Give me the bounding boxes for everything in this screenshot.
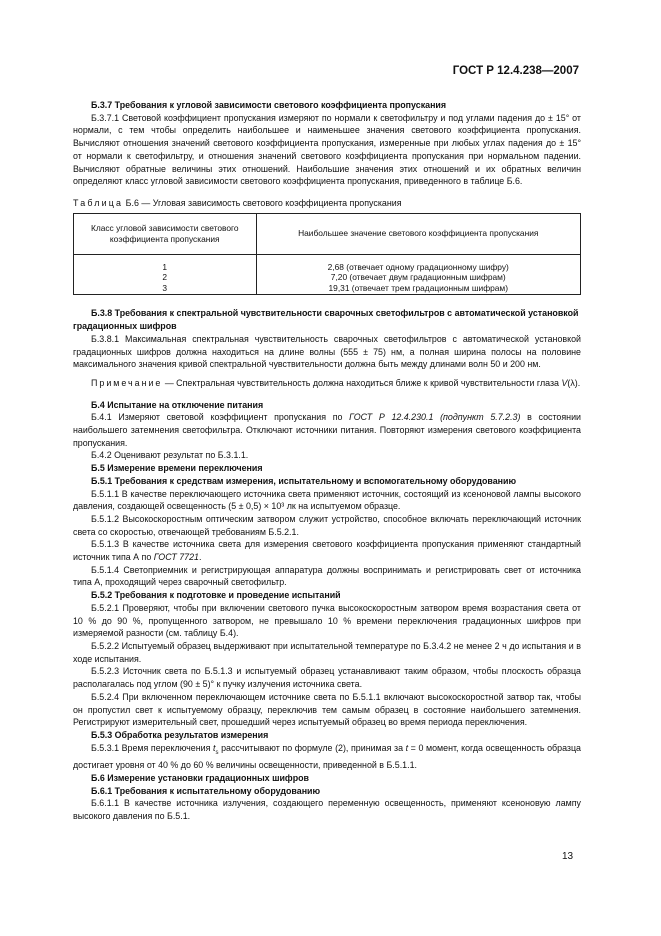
note-text: — Спектральная чувствительность должна находиться ближе к кривой чувствительности глаза <box>162 377 562 388</box>
table-cell-value: 19,31 (отвечает трем градационным шифрам) <box>256 283 580 295</box>
paragraph-b41-end: в состоянии наибольшего затемнения светофильтра. Отключают источники питания. Повторяют измерения светового коэффициента пропускания. <box>73 412 581 448</box>
table-row <box>74 272 581 283</box>
note <box>73 377 581 390</box>
standard-reference: ГОСТ 7721 <box>153 552 199 563</box>
paragraph-b522: Б.5.2.2 Испытуемый образец выдерживают при испытательной температуре по Б.3.4.2 не менее 2 ч до испытания и в ходе испытания. <box>73 640 581 664</box>
section-heading-b51: Б.5.1 Требования к средствам измерения, испытательному и вспомогательному оборудованию <box>91 475 517 486</box>
paragraph-b513-end: . <box>198 552 202 563</box>
paragraph-b611: Б.6.1.1 В качестве источника излучения, создающего переменную освещенность, применяют ксеноновую лампу высокого давления по Б.5.1. <box>73 798 581 821</box>
note-end: . <box>577 377 581 388</box>
section-heading-b38: Б.3.8 Требования к спектральной чувствительности сварочных светофильтров с автоматической установкой градационных шифров <box>73 308 579 332</box>
table-header-value: Наибольшее значение светового коэффициента пропускания <box>256 213 580 254</box>
document-body <box>73 99 581 823</box>
variable-subscript: s <box>215 749 219 756</box>
variable-t: t <box>405 742 409 753</box>
table-caption-text: Б.6 — Угловая зависимость светового коэффициента пропускания <box>123 197 402 208</box>
paragraph-b523: Б.5.2.3 Источник света по Б.5.1.3 и испытуемый образец устанавливают таким образом, чтобы плоскость образца располагалась под углом (90 ± 5)° к пучку излучения источника света. <box>73 666 581 690</box>
paragraph-b511: Б.5.1.1 В качестве переключающего источника света применяют источник, состоящий из ксеноновой лампы высокого давления, создающей освещенность (5 ± 0,5) × 10³ лк на испытуемом образце. <box>73 488 581 512</box>
paragraph-b512: Б.5.1.2 Высокоскоростным оптическим затвором служит устройство, способное включать переключающий источник света со скоростью, отвечающей требованиям Б.5.2.1. <box>73 513 581 537</box>
note-argument: (λ) <box>567 377 578 388</box>
table-cell-class: 3 <box>74 283 257 295</box>
section-heading-b37: Б.3.7 Требования к угловой зависимости светового коэффициента пропускания <box>91 100 447 110</box>
note-label: Примечание <box>91 377 163 388</box>
table-caption-label: Таблица <box>73 197 124 208</box>
paragraph-b371: Б.3.7.1 Световой коэффициент пропускания измеряют по нормали к светофильтру и под углами падения до ± 15° от нормали, с тем чтобы определить наибольшее и наименьшее значения светового коэффициента пропускания. Вычисляют отношения значений светового коэффициента пропускания, измеренные при любых углах падения до ± 15° от нормали к светофильтру, и отношения значений светового коэффициента пропускания при нормальном падении. Вычисляют обратные величины этих отношений. Наибольшие значения этих отношений и их обратных величин определяют класс угловой зависимости светового коэффициента пропускания, приведенного в таблице Б.6. <box>73 112 581 187</box>
section-heading-b53: Б.5.3 Обработка результатов измерения <box>91 729 269 740</box>
table-header-class: Класс угловой зависимости светового коэффициента пропускания <box>74 213 257 254</box>
paragraph-b531-mid: рассчитывают по формуле (2), принимая за <box>218 742 406 753</box>
paragraph-b521: Б.5.2.1 Проверяют, чтобы при включении светового пучка высокоскоростным затвором время возрастания света от 10 % до 90 %, пропущенного затвором, не превышало 10 % времени переключения градационных шифров при измеряемой разности (см. таблицу Б.4). <box>73 602 581 639</box>
document-header: ГОСТ Р 12.4.238—2007 <box>452 65 579 77</box>
table-caption <box>73 197 581 210</box>
paragraph-b41 <box>73 411 581 449</box>
paragraph-b513-start: Б.5.1.3 В качестве источника света для измерения светового коэффициента пропускания применяют стандартный источник типа А по <box>73 539 581 563</box>
paragraph-b42: Б.4.2 Оценивают результат по Б.3.1.1. <box>91 450 249 461</box>
section-heading-b61: Б.6.1 Требования к испытательному оборудованию <box>91 785 321 796</box>
paragraph-b531 <box>73 742 581 772</box>
standard-reference: ГОСТ Р 12.4.230.1 (подпункт 5.7.2.3) <box>349 412 521 423</box>
table-cell-class: 1 <box>74 254 257 272</box>
table-cell-class: 2 <box>74 272 257 283</box>
table-cell-value: 7,20 (отвечает двум градационным шифрам) <box>256 272 580 283</box>
table-row <box>74 254 581 272</box>
paragraph-b531-start: Б.5.3.1 Время переключения <box>91 742 213 753</box>
table-b6 <box>73 213 581 296</box>
section-heading-b4: Б.4 Испытание на отключение питания <box>91 399 264 410</box>
section-heading-b5: Б.5 Измерение времени переключения <box>91 463 263 474</box>
table-header-row <box>74 213 581 254</box>
paragraph-b513 <box>73 538 581 563</box>
page-number: 13 <box>562 851 574 862</box>
paragraph-b524: Б.5.2.4 При включенном переключающем источнике света по Б.5.1.1 включают высокоскоростной затвор так, чтобы он пропустил свет к испытуемому образцу, переключив тем самым образец в состояние наибольшего затемнения. Регистрируют измерительный свет, прошедший через испытуемый образец во время периода переключения. <box>73 691 581 728</box>
table-cell-value: 2,68 (отвечает одному градационному шифру) <box>256 254 580 272</box>
variable-t: t <box>213 742 216 753</box>
section-heading-b6: Б.6 Измерение установки градационных шифров <box>91 772 310 783</box>
paragraph-b41-start: Б.4.1 Измеряют световой коэффициент пропускания по <box>91 412 350 423</box>
table-row <box>74 283 581 295</box>
paragraph-b531-end: = 0 момент, когда освещенность образца достигает уровня от 40 % до 60 % величины освещенности, приведенной в Б.5.1.1. <box>73 742 581 771</box>
section-heading-b52: Б.5.2 Требования к подготовке и проведение испытаний <box>91 590 341 601</box>
paragraph-b381: Б.3.8.1 Максимальная спектральная чувствительность сварочных светофильтров с автоматической установкой градационных шифров должна находиться на длине волны (555 ± 75) нм, а полная ширина полосы на половине максимального значения кривой спектральной чувствительности должна быть между длинами волн 50 и 200 нм. <box>73 333 581 370</box>
note-function: V <box>561 377 568 388</box>
paragraph-b514: Б.5.1.4 Светоприемник и регистрирующая аппаратура должны воспринимать и регистрировать свет от источника типа А, проходящий через сварочный светофильтр. <box>73 564 581 588</box>
